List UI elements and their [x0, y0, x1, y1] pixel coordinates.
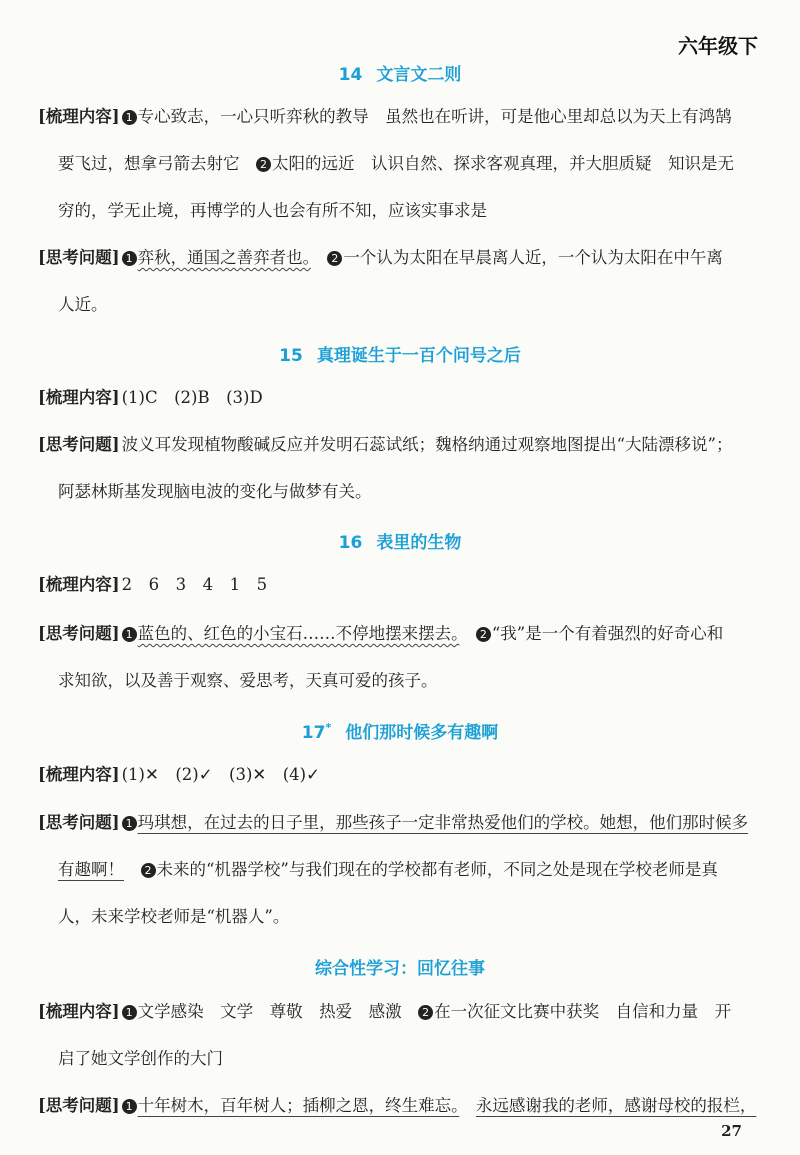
s14-content-line-2	[58, 154, 734, 174]
number-2-icon: 2	[418, 1005, 433, 1020]
number-1-icon: 1	[122, 816, 137, 831]
content-tag: [梳理内容]	[38, 575, 120, 594]
number-2-icon: 2	[141, 863, 156, 878]
section-title: 文言文二则	[376, 65, 462, 85]
text: 要飞过，想拿弓箭去射它	[58, 154, 256, 173]
section-15-heading	[0, 341, 800, 366]
question-tag: [思考问题]	[38, 813, 120, 832]
text: 2 6 3 4 1 5	[121, 575, 268, 594]
s14-content-line-3	[58, 201, 487, 221]
text: 未来的“机器学校”与我们现在的学校都有老师，不同之处是现在学校老师是真	[156, 860, 718, 879]
quote: 永远感谢我的老师，感谢母校的报栏，	[475, 1096, 757, 1115]
number-2-icon: 2	[476, 627, 491, 642]
quote: 弈秋，通国之善弈者也。	[137, 248, 311, 267]
number-1-icon: 1	[122, 251, 137, 266]
section-17-heading	[0, 718, 800, 743]
s16-content-line	[38, 575, 267, 595]
s16-question-line-2	[58, 671, 438, 691]
text: 波义耳发现植物酸碱反应并发明石蕊试纸；魏格纳通过观察地图提出“大陆漂移说”；	[121, 435, 733, 454]
question-tag: [思考问题]	[38, 248, 120, 267]
quote: 玛琪想，在过去的日子里，那些孩子一定非常热爱他们的学校。她想，他们那时候多	[137, 813, 749, 832]
section-16-heading	[0, 528, 800, 553]
text: 求知欲，以及善于观察、爱思考，天真可爱的孩子。	[58, 671, 438, 690]
content-tag: [梳理内容]	[38, 765, 120, 784]
s17-question-line-1	[38, 813, 748, 833]
section-title: 真理诞生于一百个问号之后	[316, 346, 521, 366]
text: 文学感染 文学 尊敬 热爱 感激	[137, 1002, 419, 1021]
s15-question-line-1	[38, 435, 733, 455]
content-tag: [梳理内容]	[38, 388, 120, 407]
number-1-icon: 1	[122, 1099, 137, 1114]
number-1-icon: 1	[122, 1005, 137, 1020]
s18-content-line-1	[38, 1002, 731, 1022]
s18-content-line-2	[58, 1049, 223, 1069]
number-2-icon: 2	[327, 251, 342, 266]
s14-question-line-1	[38, 248, 723, 268]
text: “我”是一个有着强烈的好奇心和	[491, 624, 724, 643]
section-number: 14	[338, 65, 363, 85]
quote: 有趣啊！	[58, 860, 124, 879]
content-tag: [梳理内容]	[38, 107, 120, 126]
s15-question-line-2	[58, 482, 372, 502]
quote: 蓝色的、红色的小宝石……不停地摆来摆去。	[137, 624, 460, 643]
question-tag: [思考问题]	[38, 624, 120, 643]
text: 启了她文学创作的大门	[58, 1049, 223, 1068]
section-comprehensive-heading	[0, 954, 800, 979]
text: 一个认为太阳在早晨离人近，一个认为太阳在中午离	[343, 248, 723, 267]
s14-content-line-1	[38, 107, 732, 127]
page-number: 27	[721, 1122, 742, 1140]
s17-question-line-3	[58, 907, 289, 927]
s16-question-line-1	[38, 624, 723, 644]
s17-content-line	[38, 765, 320, 785]
section-number: 17	[301, 723, 326, 743]
number-1-icon: 1	[122, 110, 137, 125]
section-14-heading	[0, 60, 800, 85]
content-tag: [梳理内容]	[38, 1002, 120, 1021]
grade-label: 六年级下	[678, 34, 758, 58]
section-title: 综合性学习：回忆往事	[315, 959, 485, 979]
quote: 十年树木，百年树人；插柳之恩，终生难忘。	[137, 1096, 460, 1115]
optional-star: *	[325, 721, 332, 735]
section-title: 他们那时候多有趣啊	[345, 723, 499, 743]
text: 专心致志，一心只听弈秋的教导 虽然也在听讲，可是他心里却总以为天上有鸿鹄	[137, 107, 732, 126]
s18-question-line-1	[38, 1096, 756, 1116]
text: 在一次征文比赛中获奖 自信和力量 开	[434, 1002, 732, 1021]
section-number: 16	[338, 533, 363, 553]
question-tag: [思考问题]	[38, 435, 120, 454]
text: 人，未来学校老师是“机器人”。	[58, 907, 290, 926]
question-tag: [思考问题]	[38, 1096, 120, 1115]
text: (1)C (2)B (3)D	[121, 388, 263, 407]
s15-content-line	[38, 388, 263, 408]
section-number: 15	[279, 346, 303, 366]
text: 穷的，学无止境，再博学的人也会有所不知，应该实事求是	[58, 201, 487, 220]
number-1-icon: 1	[122, 627, 137, 642]
text: 太阳的远近 认识自然、探求客观真理，并大胆质疑 知识是无	[272, 154, 734, 173]
number-2-icon: 2	[256, 157, 271, 172]
section-title: 表里的生物	[376, 533, 462, 553]
text: (1)✕ (2)✓ (3)✕ (4)✓	[121, 765, 320, 784]
s17-question-line-2	[58, 860, 718, 880]
text: 阿瑟林斯基发现脑电波的变化与做梦有关。	[58, 482, 372, 501]
s14-question-line-2	[58, 295, 108, 315]
text: 人近。	[58, 295, 108, 314]
